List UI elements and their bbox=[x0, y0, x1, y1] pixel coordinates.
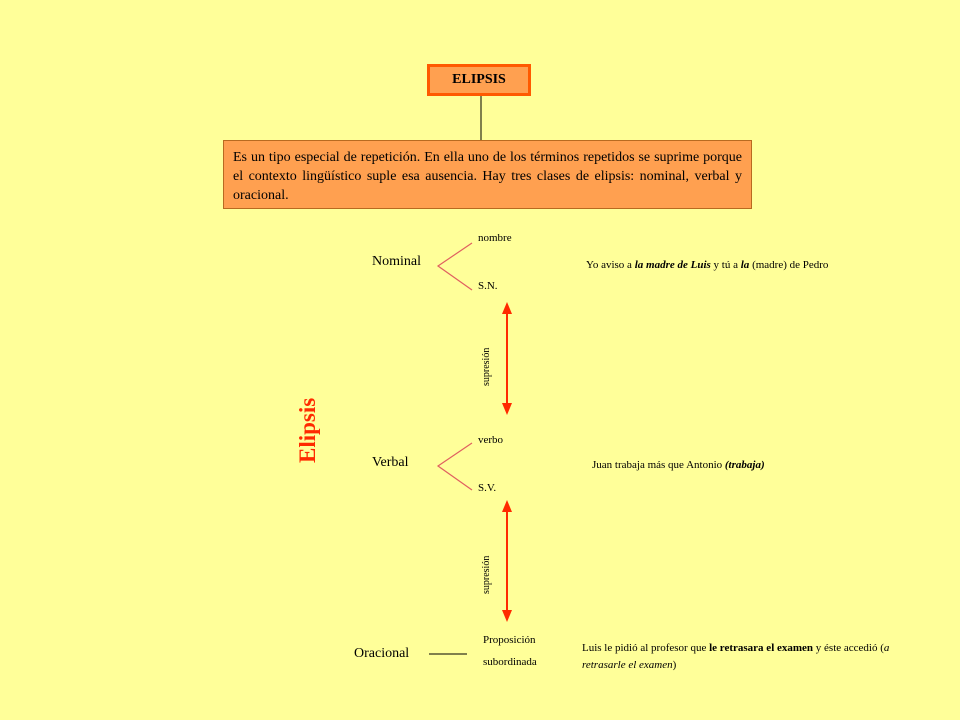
title-box bbox=[427, 64, 531, 96]
oracional-example-post: ) bbox=[672, 659, 677, 671]
oracional-example-bold: le retrasara el examen bbox=[709, 642, 814, 654]
nominal-example bbox=[586, 259, 828, 271]
nominal-example-mid: y tú a bbox=[710, 259, 741, 271]
nominal-example-pre: Yo aviso a bbox=[586, 259, 635, 271]
verbal-bracket bbox=[438, 443, 472, 490]
supresion-arrow-2 bbox=[502, 500, 512, 622]
verbal-example-pre: Juan trabaja más que Antonio bbox=[592, 459, 725, 471]
oracional-example-pre: Luis le pidió al profesor que bbox=[582, 642, 710, 654]
nominal-top-label: nombre bbox=[478, 232, 512, 244]
nominal-example-post: (madre) de Pedro bbox=[749, 259, 829, 271]
supresion-label-1: supresión bbox=[481, 347, 492, 386]
side-label-elipsis: Elipsis bbox=[295, 397, 320, 463]
definition-box bbox=[223, 140, 752, 209]
verbal-top-label: verbo bbox=[478, 434, 504, 446]
title-text: ELIPSIS bbox=[452, 72, 506, 87]
supresion-label-2: supresión bbox=[481, 555, 492, 594]
nominal-bracket bbox=[438, 243, 472, 290]
oracional-example bbox=[582, 640, 912, 674]
nominal-bottom-label: S.N. bbox=[478, 280, 498, 292]
verbal-example bbox=[592, 459, 765, 471]
nominal-example-em1: la madre de Luis bbox=[634, 259, 711, 271]
supresion-arrow-1 bbox=[502, 302, 512, 415]
definition-text: Es un tipo especial de repetición. En ella uno de los términos repetidos se suprime porque el contexto lingüístico suple esa ausencia. Hay tres clases de elipsis: nominal, verbal y oracional. bbox=[233, 150, 742, 203]
category-oracional-label: Oracional bbox=[354, 646, 410, 661]
oracional-example-mid: y éste accedió ( bbox=[813, 642, 884, 654]
category-nominal-label: Nominal bbox=[372, 254, 421, 269]
category-verbal-label: Verbal bbox=[372, 455, 409, 470]
verbal-bottom-label: S.V. bbox=[478, 482, 497, 494]
nominal-example-em2: la bbox=[740, 259, 750, 271]
oracional-bottom-label: subordinada bbox=[483, 656, 537, 668]
oracional-example-em: a retrasarle el examen bbox=[582, 642, 890, 671]
verbal-example-em: (trabaja) bbox=[724, 459, 765, 471]
oracional-top-label: Proposición bbox=[483, 634, 536, 646]
